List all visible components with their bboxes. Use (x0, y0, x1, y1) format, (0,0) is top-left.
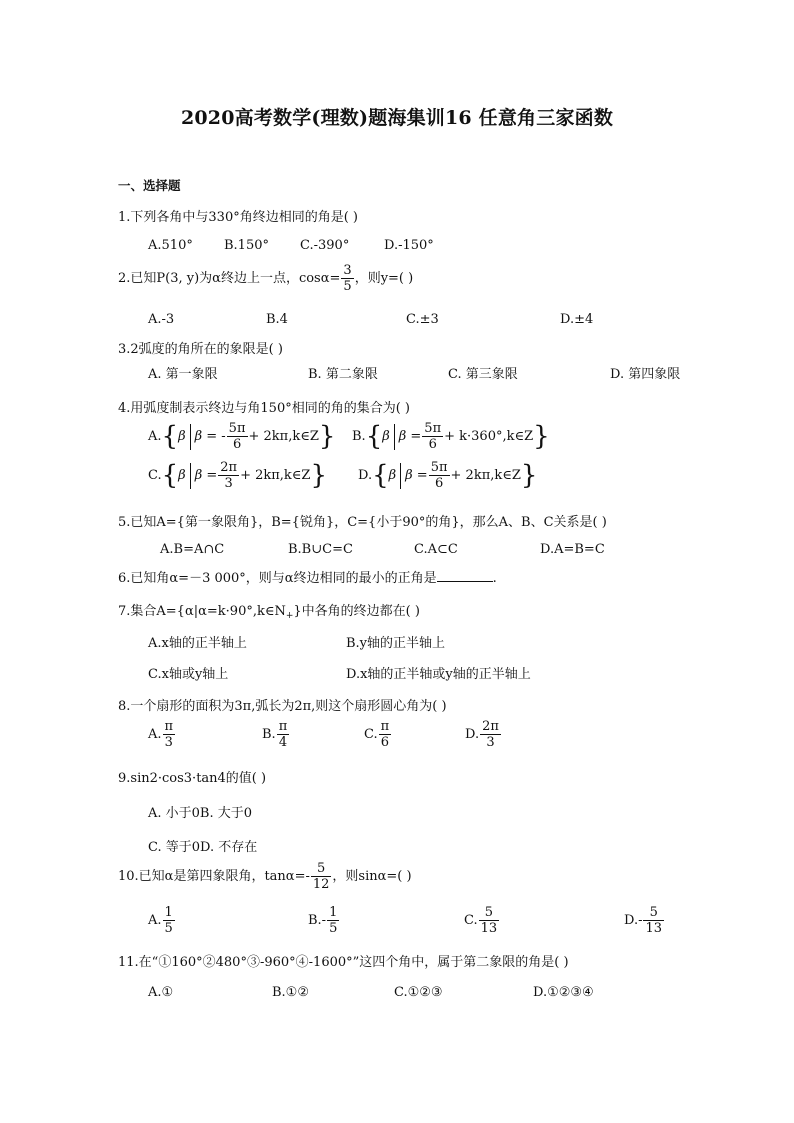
question-9: 9.sin2·cos3·tan4的值( ) (118, 771, 267, 786)
question-5: 5.已知A={第一象限角}，B={锐角}，C={小于90°的角}，那么A、B、C关系是( ) (118, 515, 607, 530)
q8-option-d: D. $\frac{2\pi}{3}$ (465, 719, 499, 750)
q10-option-b: B.- $\frac{1}{5}$ (308, 905, 338, 936)
q11-option-d: D.①②③④ (533, 985, 594, 1000)
q4-option-d: D.{β β = $\frac{5\pi}{6}$ + 2kπ,k∈Z} (358, 460, 538, 491)
q6-answer-blank (437, 569, 493, 582)
q4-option-b: B.{β β = $\frac{5\pi}{6}$ + k·360°,k∈Z} (352, 421, 550, 452)
q2-option-a: A.-3 (148, 312, 175, 327)
q1-option-d: D.-150° (384, 238, 434, 253)
question-2 (118, 264, 413, 293)
q9-options-cd: C. 等于0D. 不存在 (148, 840, 258, 855)
section-heading: 一、选择题 (118, 178, 181, 193)
q7-option-b: B.y轴的正半轴上 (346, 636, 446, 651)
question-4: 4.用弧度制表示终边与角150°相同的角的集合为( ) (118, 401, 410, 416)
q8-option-b: B. $\frac{\pi}{4}$ (262, 719, 288, 750)
question-10: 10.已知α是第四象限角，tanα=- $\frac{5}{12}$ ，则sinα=( ) (118, 861, 412, 892)
q5-option-b: B.B∪C=C (288, 542, 353, 557)
q8-option-a: A. $\frac{\pi}{3}$ (148, 719, 174, 750)
q4-option-c: C.{β β = $\frac{2\pi}{3}$ + 2kπ,k∈Z} (148, 460, 327, 491)
q7-option-d: D.x轴的正半轴或y轴的正半轴上 (346, 667, 531, 682)
q11-option-a: A.① (148, 985, 174, 1000)
q7-option-a: A.x轴的正半轴上 (148, 636, 247, 651)
q8-option-c: C. $\frac{\pi}{6}$ (364, 719, 390, 750)
question-7: 7.集合$A=\{\alpha|\alpha=k\cdot 90^\circ,k\in N_+\}$中各角的终边都在( ) (118, 604, 420, 621)
q2-stem-post: ，则y=( ) (354, 271, 414, 286)
q10-option-c: C. $\frac{5}{13}$ (464, 905, 498, 936)
question-3: 3.2弧度的角所在的象限是( ) (118, 342, 283, 357)
q3-option-d: D. 第四象限 (610, 367, 681, 382)
q11-option-b: B.①② (272, 985, 309, 1000)
q4-option-a: A.{β β = - $\frac{5\pi}{6}$ + 2kπ,k∈Z} (148, 421, 336, 452)
q10-option-d: D.- $\frac{5}{13}$ (624, 905, 663, 936)
page-title: 2020高考数学(理数)题海集训16 任意角三家函数 (180, 107, 614, 129)
q3-option-a: A. 第一象限 (148, 367, 218, 382)
question-1: 1.下列各角中与330°角终边相同的角是( ) (118, 210, 358, 225)
q10-option-a: A. $\frac{1}{5}$ (148, 905, 173, 936)
q2-fraction: $\frac{3}{5}$ (343, 263, 352, 294)
q3-option-b: B. 第二象限 (308, 367, 378, 382)
q5-option-d: D.A=B=C (540, 542, 605, 557)
q5-option-a: A.B=A∩C (160, 542, 225, 557)
question-6: 6.已知角α=－3 000°，则与α终边相同的最小的正角是 . (118, 571, 497, 586)
question-8: 8.一个扇形的面积为3π,弧长为2π,则这个扇形圆心角为( ) (118, 699, 447, 714)
q2-stem-pre: 2.已知P(3, y)为α终边上一点，cosα= (118, 271, 341, 286)
q7-option-c: C.x轴或y轴上 (148, 667, 229, 682)
q1-option-c: C.-390° (300, 238, 350, 253)
q1-option-a: A.510° (148, 238, 193, 253)
q2-option-d: D.±4 (560, 312, 594, 327)
q11-option-c: C.①②③ (394, 985, 443, 1000)
q3-option-c: C. 第三象限 (448, 367, 518, 382)
q2-option-c: C.±3 (406, 312, 439, 327)
q5-option-c: C.A⊂C (414, 542, 458, 557)
q1-option-b: B.150° (224, 238, 269, 253)
q2-option-b: B.4 (266, 312, 288, 327)
question-11: 11.在“①160°②480°③-960°④-1600°”这四个角中，属于第二象限的角是( ) (118, 955, 569, 970)
q9-options-ab: A. 小于0B. 大于0 (148, 806, 253, 821)
